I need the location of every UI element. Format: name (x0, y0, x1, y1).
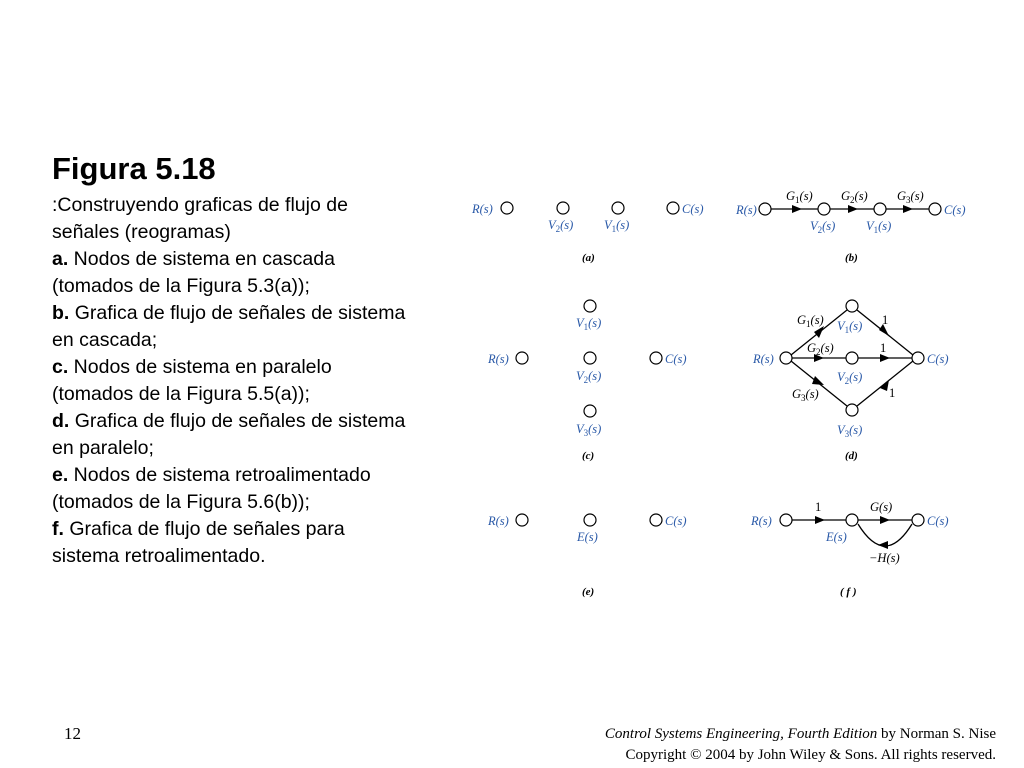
node-r (780, 352, 792, 364)
node-v3 (584, 405, 596, 417)
label-one: 1 (815, 500, 822, 514)
label-r: R(s) (751, 514, 772, 528)
arrow (815, 516, 825, 524)
node-v2 (557, 202, 569, 214)
label-v2: $V_2(s)$ (837, 370, 863, 386)
label-one-mid: 1 (880, 341, 887, 355)
node-v1 (584, 300, 596, 312)
node-v1 (846, 300, 858, 312)
caption-item-a (52, 246, 412, 300)
node-c (650, 514, 662, 526)
figure-title: Figura 5.18 (52, 151, 216, 186)
caption-text: Nodos de sistema retroalimentado (tomados de la Figura 5.6(b)); (52, 464, 371, 513)
label-v1: $V_1(s)$ (576, 316, 602, 332)
label-e: E(s) (577, 530, 598, 544)
label-c: C(s) (665, 514, 687, 528)
panel-d (752, 300, 949, 462)
node-v1 (874, 203, 886, 215)
label-v3: $V_3(s)$ (837, 423, 863, 439)
figure-intro: :Construyendo graficas de flujo de señales (reogramas) (52, 194, 348, 243)
arrow (880, 516, 890, 524)
branch-1-bot (857, 361, 913, 406)
panel-c (487, 300, 687, 462)
caption-text: Grafica de flujo de señales de sistema en paralelo; (52, 410, 406, 459)
caption-b: (b) (845, 252, 858, 264)
node-v3 (846, 404, 858, 416)
panel-b (735, 189, 966, 264)
arrow (814, 326, 824, 338)
arrow (878, 541, 888, 549)
node-v1 (612, 202, 624, 214)
caption-key: e. (52, 464, 69, 486)
caption-item-f (52, 516, 412, 570)
signal-flow-diagrams (465, 175, 985, 610)
caption-text: Grafica de flujo de señales para sistema retroalimentado. (52, 518, 345, 567)
panel-a (471, 202, 704, 264)
label-v2: $V_2(s)$ (548, 218, 574, 234)
caption-c: (c) (582, 450, 595, 462)
label-g2: $G_2(s)$ (841, 189, 868, 205)
caption-text: Nodos de sistema en cascada (tomados de la Figura 5.3(a)); (52, 248, 335, 297)
panel-f (750, 500, 949, 598)
caption-f: ( f ) (840, 586, 857, 598)
caption-item-c (52, 354, 412, 408)
label-v1: $V_1(s)$ (604, 218, 630, 234)
label-v2: $V_2(s)$ (810, 219, 836, 235)
label-one-top: 1 (882, 313, 889, 327)
node-c (650, 352, 662, 364)
node-c (667, 202, 679, 214)
label-minus-h: −H(s) (869, 551, 900, 565)
label-r: R(s) (488, 352, 509, 366)
caption-text: Grafica de flujo de señales de sistema en cascada; (52, 302, 406, 351)
caption-item-e (52, 462, 412, 516)
label-r: R(s) (488, 514, 509, 528)
arrow (848, 205, 858, 213)
caption-e: (e) (582, 586, 595, 598)
node-e (584, 514, 596, 526)
node-r (759, 203, 771, 215)
book-title: Control Systems Engineering, Fourth Edition (604, 726, 878, 742)
node-c (912, 514, 924, 526)
footer-book-line (605, 724, 996, 745)
label-r: R(s) (753, 352, 774, 366)
arrow (812, 376, 824, 385)
caption-key: f. (52, 518, 64, 540)
caption-key: b. (52, 302, 70, 324)
arrow (880, 354, 890, 362)
label-g1: $G_1(s)$ (797, 313, 824, 329)
panel-e (487, 514, 687, 598)
label-g: G(s) (870, 500, 893, 514)
footer-credits (605, 724, 996, 766)
label-r: R(s) (736, 203, 757, 217)
label-v3: $V_3(s)$ (576, 422, 602, 438)
caption-key: a. (52, 248, 69, 270)
node-r (516, 352, 528, 364)
arrow (792, 205, 802, 213)
label-g1: $G_1(s)$ (786, 189, 813, 205)
arrow (880, 380, 889, 391)
label-one-bot: 1 (889, 386, 896, 400)
node-r (501, 202, 513, 214)
caption-a: (a) (582, 252, 595, 264)
node-r (780, 514, 792, 526)
node-c (912, 352, 924, 364)
caption-key: c. (52, 356, 69, 378)
label-g3: $G_3(s)$ (897, 189, 924, 205)
label-v1: $V_1(s)$ (837, 319, 863, 335)
book-author: by Norman S. Nise (877, 726, 996, 742)
label-c: C(s) (927, 514, 949, 528)
caption-item-d (52, 408, 412, 462)
label-c: C(s) (944, 203, 966, 217)
footer-copyright: Copyright © 2004 by John Wiley & Sons. All rights reserved. (625, 747, 996, 763)
node-r (516, 514, 528, 526)
label-c: C(s) (682, 202, 704, 216)
page-number: 12 (64, 724, 81, 743)
node-c (929, 203, 941, 215)
label-g3: $G_3(s)$ (792, 387, 819, 403)
label-v1: $V_1(s)$ (866, 219, 892, 235)
label-c: C(s) (665, 352, 687, 366)
label-g2: $G_2(s)$ (807, 341, 834, 357)
caption-item-b (52, 300, 412, 354)
arrow (903, 205, 913, 213)
label-v2: $V_2(s)$ (576, 369, 602, 385)
label-c: C(s) (927, 352, 949, 366)
label-e: E(s) (826, 530, 847, 544)
node-v2 (818, 203, 830, 215)
figure-caption (52, 150, 412, 570)
node-v2 (846, 352, 858, 364)
node-v2 (584, 352, 596, 364)
caption-key: d. (52, 410, 70, 432)
node-e (846, 514, 858, 526)
caption-text: Nodos de sistema en paralelo (tomados de la Figura 5.5(a)); (52, 356, 332, 405)
label-r: R(s) (472, 202, 493, 216)
caption-d: (d) (845, 450, 858, 462)
